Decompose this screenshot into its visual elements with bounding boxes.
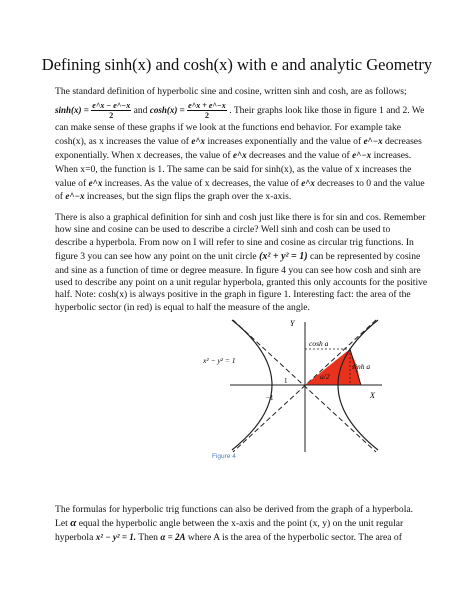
p3-line-1: The formulas for hyperbolic trig functions can also be derived from the graph of a hyperbola. [55, 504, 414, 515]
p3-line-3c: where A is the area of the hyperbolic sector. The area of [187, 531, 402, 543]
p2-line-2: how sine and cosine can be used to describe a circle? Well sinh and cosh can be used to [55, 224, 391, 236]
p1-line-4a: cosh(x), as x increases the value of [55, 135, 189, 147]
sinh-denominator: 2 [109, 111, 114, 121]
paragraph-derivation [55, 503, 425, 545]
p1-line-5b: decreases and the value of [249, 149, 350, 161]
paragraph-definitions [55, 85, 425, 204]
p1-line-3: can make sense of these graphs if we look at the functions end behavior. For example take [55, 121, 402, 133]
emx-term: e^−x [363, 135, 383, 146]
p1-line-4c: decreases [385, 135, 422, 147]
p3-line-2a: Let [55, 517, 68, 529]
neg-one-label: −1 [266, 394, 274, 402]
cosh-label: cosh a [309, 339, 329, 348]
p2-line-4b: can be represented by cosine [310, 250, 421, 262]
sinh-lhs: sinh(x) = [55, 104, 89, 115]
and-word: and [133, 104, 148, 116]
ex-term: e^x [301, 177, 315, 188]
p1-line-5a: exponentially. When x decreases, the value of [55, 149, 231, 161]
p3-line-3b: Then [138, 531, 158, 543]
p1-line-7c: decreases to 0 and the value [317, 177, 425, 189]
p1-line-8b: increases, but the sign flips the graph over the x-axis. [86, 191, 292, 203]
hyperbola-figure [200, 312, 385, 457]
ex-term: e^x [232, 149, 247, 160]
cosh-fraction [187, 101, 227, 120]
sinh-numerator: e^x − e^−x [92, 101, 131, 111]
cosh-denominator: 2 [204, 111, 209, 121]
hyperbola-equation: x² − y² = 1. [95, 531, 137, 542]
emx-term: e^−x [65, 191, 85, 202]
sinh-fraction [91, 101, 131, 120]
sinh-label: sinh a [352, 362, 371, 371]
p2-line-4a: figure 3 you can see how any point on the unit circle [55, 250, 257, 262]
y-axis-label: Y [290, 319, 295, 328]
p1-line-8a: of [55, 191, 63, 203]
figure-caption: Figure 4 [212, 453, 236, 460]
p2-line-7: half. Note: cosh(x) is always positive in the graph in figure 1. Interesting fact: the area of the [55, 289, 411, 301]
cosh-numerator: e^x + e^−x [188, 101, 226, 111]
alpha-equation: α = 2A [160, 531, 186, 542]
p2-line-5: and sine as a function of time or degree measure. In figure 4 you can see how cosh and sinh are [55, 264, 421, 276]
p2-line-3: describe a hyperbola. From now on I will refer to sine and cosine as circular trig functions. In [55, 236, 414, 248]
p3-line-3a: hyperbola [55, 531, 94, 543]
hyperbola-equation-label: x² − y² = 1 [203, 356, 236, 365]
p2-line-1: There is also a graphical definition for sinh and cosh just like there is for sin and cos. Remember [55, 212, 426, 223]
p3-line-2b: equal the hyperbolic angle between the x-axis and the point (x, y) on the unit regular [78, 517, 404, 529]
ex-term: e^x [88, 177, 103, 188]
page-title: Defining sinh(x) and cosh(x) with e and analytic Geometry [41, 55, 433, 74]
p1-line-7b: increases. As the value of x decreases, the value of [104, 177, 299, 189]
p1-line-5c: increases. [373, 149, 412, 161]
sector-label: a/2 [320, 372, 330, 381]
p2-line-8: hyperbolic sector (in red) is equal to half the measure of the angle. [55, 301, 310, 313]
emx-term: e^−x [352, 149, 372, 160]
p1-line-1: The standard definition of hyperbolic sine and cosine, written sinh and cosh, are as follows; [55, 86, 407, 97]
ex-term: e^x [191, 135, 206, 146]
one-label: 1 [284, 377, 288, 385]
p1-line-6: When x=0, the function is 1. The same can be said for sinh(x), as the value of x increases the [55, 163, 412, 175]
p1-line-4b: increases exponentially and the value of [207, 135, 362, 147]
p1-line-2-tail: . Their graphs look like those in figure 1 and 2. We [229, 104, 425, 116]
p2-line-6: used to describe any point on a unit regular hyperbola, granted this only accounts for the positive [55, 277, 428, 289]
cosh-lhs: cosh(x) = [149, 104, 185, 115]
x-axis-label: X [370, 391, 375, 400]
p1-line-7a: value of [55, 177, 87, 189]
alpha-symbol: α [70, 516, 77, 529]
unit-circle-equation: (x² + y² = 1) [259, 250, 308, 262]
paragraph-graphical-definition [55, 212, 428, 314]
